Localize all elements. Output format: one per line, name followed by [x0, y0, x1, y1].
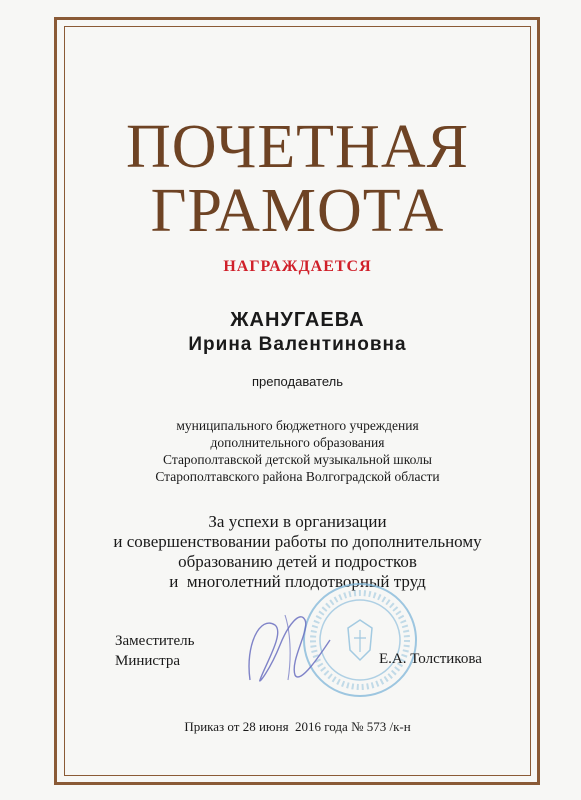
awarded-label: НАГРАЖДАЕТСЯ [223, 258, 372, 275]
recipient-first-name: Ирина Валентиновна [188, 334, 407, 355]
organization-line: муниципального бюджетного учреждения [176, 418, 419, 433]
organization-line: Старополтавской детской музыкальной школы [163, 452, 432, 467]
signatory-name: Е.А. Толстикова [379, 651, 482, 667]
merit-line: и совершенствовании работы по дополнительному [113, 532, 482, 551]
recipient-position: преподаватель [252, 374, 343, 389]
signatory-title-line: Заместитель [115, 633, 195, 649]
signatory-title [115, 631, 194, 671]
organization-line: Старополтавского района Волгоградской области [155, 469, 440, 484]
organization-block [64, 417, 531, 485]
merit-line: За успехи в организации [208, 512, 387, 531]
recipient-surname: ЖАНУГАЕВА [230, 309, 365, 331]
merit-line: и многолетний плодотворный труд [169, 572, 426, 591]
organization-line: дополнительного образования [210, 435, 385, 450]
title-line-2: ГРАМОТА [150, 177, 445, 245]
signatory-title-line: Министра [115, 653, 180, 669]
handwritten-signature-icon [230, 585, 350, 705]
title-line-1: ПОЧЕТНАЯ [126, 113, 469, 181]
merit-block [64, 512, 531, 592]
merit-line: образованию детей и подростков [178, 552, 417, 571]
order-reference: Приказ от 28 июня 2016 года № 573 /к-н [184, 719, 411, 734]
